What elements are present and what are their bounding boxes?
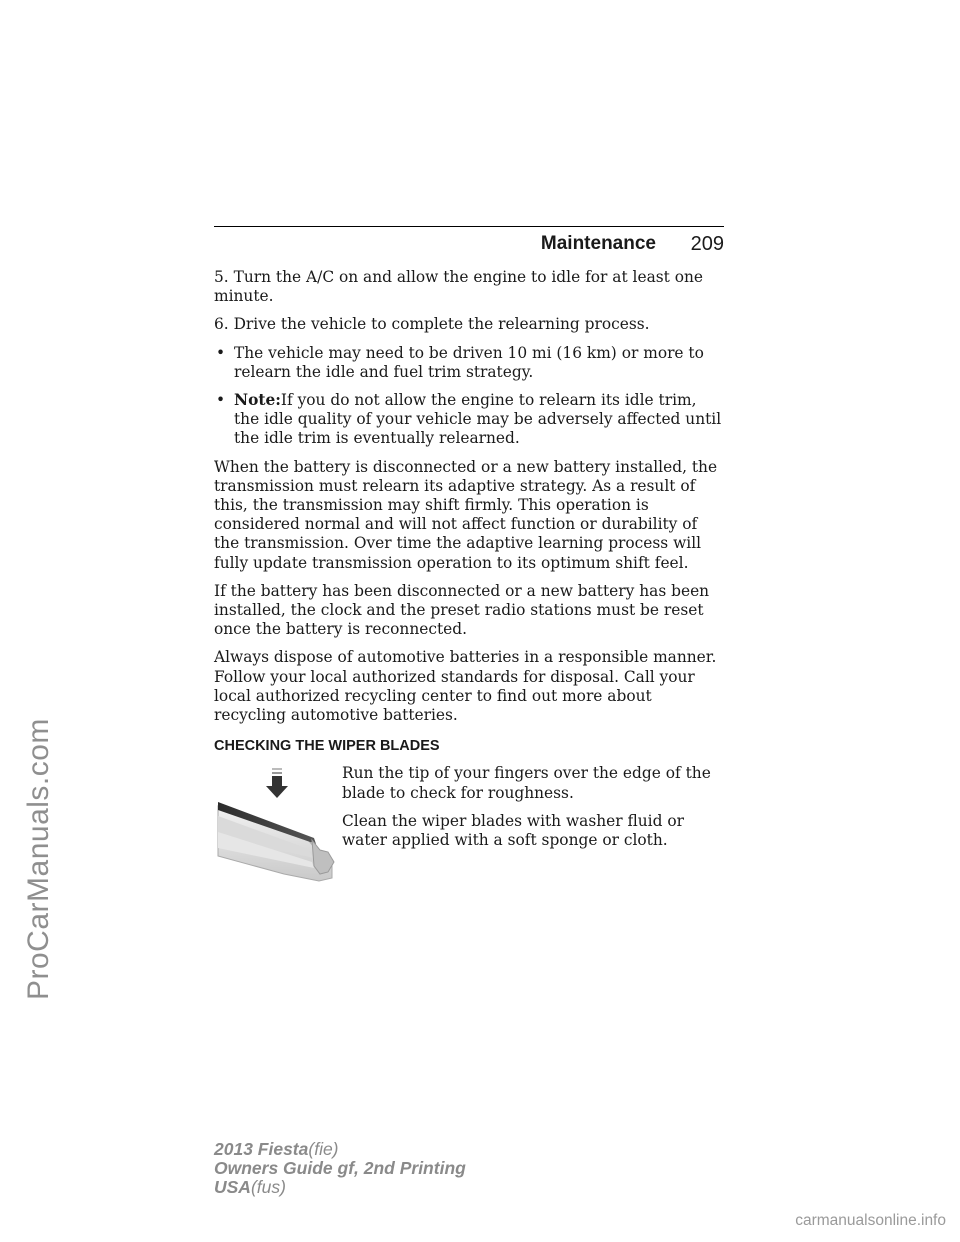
page-content xyxy=(214,268,724,894)
paragraph-transmission: When the battery is disconnected or a new battery installed, the transmission must relearn its adaptive strategy. As a result of this, the transmission may shift firmly. This operation is considered normal and will not affect function or durability of the transmission. Over time the adaptive learning process will fully update transmission operation to its optimum shift feel. xyxy=(214,457,718,572)
footer-line-1 xyxy=(214,1140,466,1159)
footer-region: USA xyxy=(214,1177,251,1197)
section-heading: CHECKING THE WIPER BLADES xyxy=(214,738,440,755)
step-5: 5. Turn the A/C on and allow the engine to idle for at least one minute. xyxy=(214,268,704,306)
page-footer xyxy=(214,1140,466,1197)
wiper-section xyxy=(214,764,724,894)
bullet-item xyxy=(214,344,724,382)
wiper-blade-illustration xyxy=(214,766,344,891)
bullet-text: The vehicle may need to be driven 10 mi (16 km) or more to relearn the idle and fuel trim strategy. xyxy=(234,343,704,381)
note-label: Note: xyxy=(234,391,281,410)
bullet-item-note xyxy=(214,391,724,449)
paragraph-disposal: Always dispose of automotive batteries in a responsible manner. Follow your local authorized standards for disposal. Call your local authorized recycling center to find out more about recycling automotive batteries. xyxy=(214,648,717,725)
footer-line-3 xyxy=(214,1178,466,1197)
footer-model-code: (fie) xyxy=(308,1139,339,1159)
wiper-step-1: Run the tip of your fingers over the edge of the blade to check for roughness. xyxy=(342,764,711,802)
step-6: 6. Drive the vehicle to complete the relearning process. xyxy=(214,315,650,334)
footer-model: 2013 Fiesta xyxy=(214,1139,309,1159)
site-watermark: carmanualsonline.info xyxy=(795,1212,946,1229)
page-header xyxy=(214,226,724,259)
paragraph-clock: If the battery has been disconnected or a new battery has been installed, the clock and the preset radio stations must be reset once the battery is reconnected. xyxy=(214,581,710,639)
page-number: 209 xyxy=(690,233,724,255)
footer-line-2: Owners Guide gf, 2nd Printing xyxy=(214,1158,466,1178)
section-title: Maintenance xyxy=(540,233,656,254)
bullet-icon: • xyxy=(216,391,226,410)
footer-region-code: (fus) xyxy=(250,1177,286,1197)
note-text: If you do not allow the engine to relearn its idle trim, the idle quality of your vehicle may be adversely affected until the idle trim is eventually relearned. xyxy=(234,391,722,448)
watermark-text: ProCarManuals.com xyxy=(22,718,55,1000)
wiper-step-2: Clean the wiper blades with washer fluid or water applied with a soft sponge or cloth. xyxy=(342,811,684,850)
wiper-instructions xyxy=(342,764,724,859)
bullet-icon: • xyxy=(216,343,226,362)
